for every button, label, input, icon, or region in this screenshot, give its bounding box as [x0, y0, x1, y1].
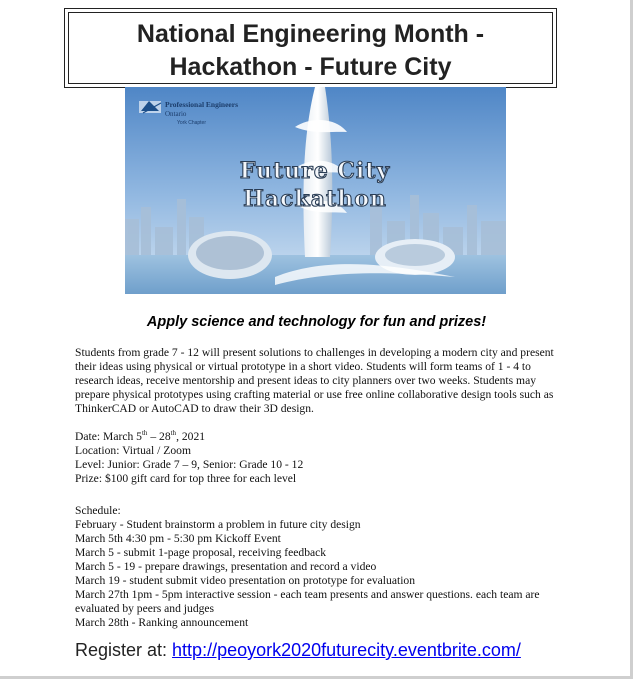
register-line: [75, 640, 521, 661]
banner-org-line-1: Professional Engineers: [165, 100, 238, 109]
page-title-line-2: Hackathon - Future City: [169, 53, 452, 81]
schedule-section: [75, 504, 565, 630]
schedule-heading: Schedule:: [75, 504, 121, 517]
peo-logo-icon: [139, 101, 161, 113]
schedule-item: February - Student brainstorm a problem in future city design: [75, 518, 361, 531]
schedule-item: March 19 - student submit video presentation on prototype for evaluation: [75, 574, 416, 587]
schedule-item: March 5th 4:30 pm - 5:30 pm Kickoff Event: [75, 532, 281, 545]
event-details: [75, 430, 303, 486]
schedule-item: March 27th 1pm - 5pm interactive session - each team presents and answer questions. each team are evaluated by peers and judges: [75, 588, 540, 615]
level-line: Level: Junior: Grade 7 – 9, Senior: Grade 10 - 12: [75, 458, 304, 471]
schedule-item: March 5 - 19 - prepare drawings, presentation and record a video: [75, 560, 377, 573]
page-title-line-1: National Engineering Month -: [136, 20, 485, 48]
banner-org-line-3: York Chapter: [177, 120, 206, 126]
schedule-item: March 5 - submit 1-page proposal, receiving feedback: [75, 546, 327, 559]
tagline: Apply science and technology for fun and prizes!: [146, 314, 487, 330]
banner-overlay-line-2: Hackathon: [243, 186, 387, 212]
schedule-item: March 28th - Ranking announcement: [75, 616, 249, 629]
description-paragraph: Students from grade 7 - 12 will present solutions to challenges in developing a modern city and present their ideas using physical or virtual prototype in a short video. Students will form teams of 1 - 4 to research ideas, receive mentorship and present ideas to city planners over two weeks. Students may prepare physical prototypes using crafting material or use free online collaborative design tools such as ThinkerCAD or AutoCAD to draw their 3D design.: [75, 346, 554, 415]
register-link[interactable]: http://peoyork2020futurecity.eventbrite.com/: [172, 640, 521, 660]
location-line: Location: Virtual / Zoom: [75, 444, 191, 457]
title-box: [64, 8, 557, 88]
banner-overlay-line-1: Future City: [239, 158, 391, 184]
future-city-banner-image: [125, 87, 506, 294]
prize-line: Prize: $100 gift card for top three for each level: [75, 472, 297, 485]
register-label: Register at:: [75, 640, 173, 660]
banner-org-line-2: Ontario: [165, 110, 187, 118]
date-line: Date: March 5th – 28th, 2021: [75, 429, 206, 443]
